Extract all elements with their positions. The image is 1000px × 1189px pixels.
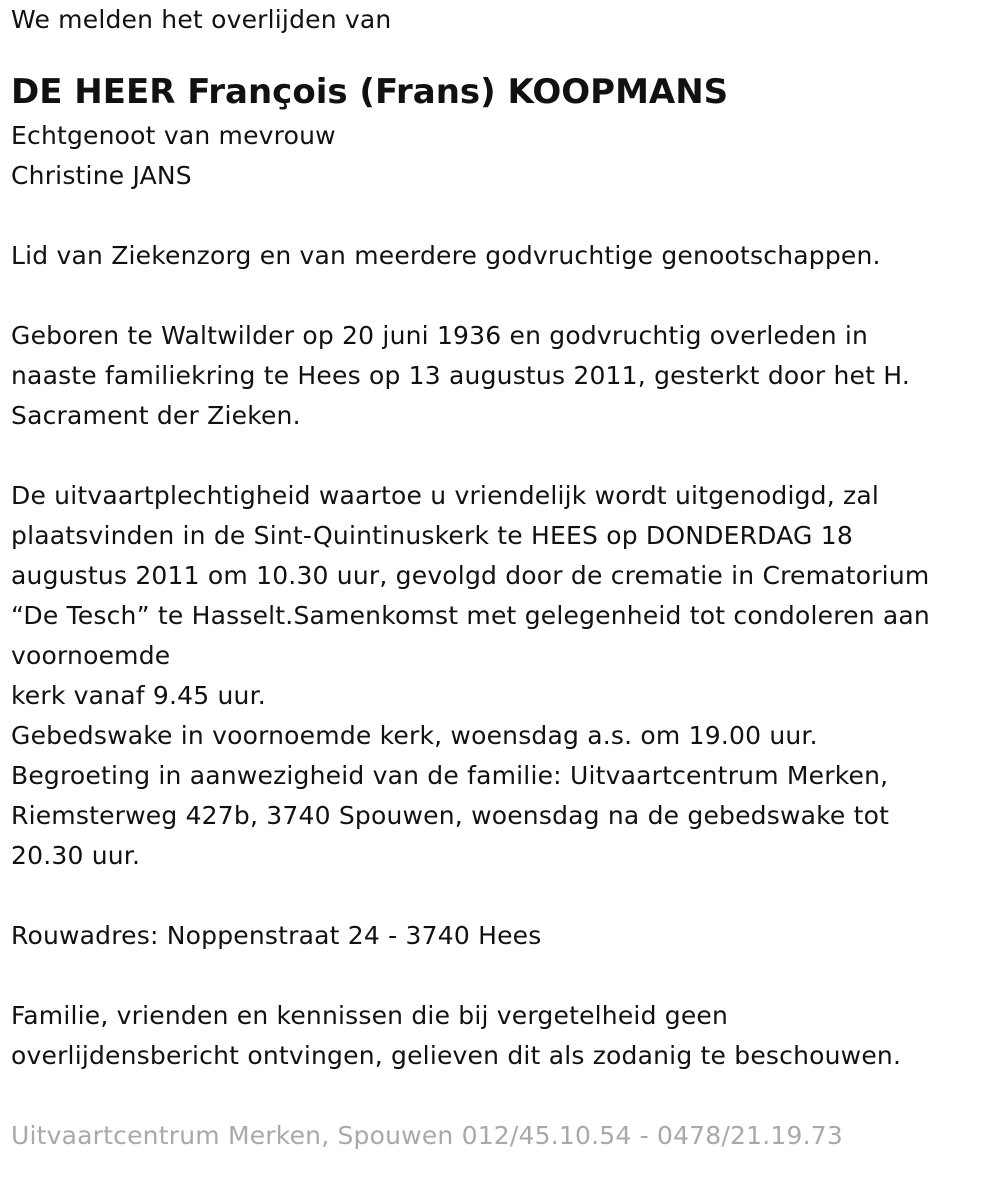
- paragraph-line: kerk vanaf 9.45 uur.: [11, 681, 266, 710]
- paragraph-line: De uitvaartplechtigheid waartoe u vriendelijk wordt uitgenodigd, zal: [11, 481, 880, 510]
- paragraph-line: Begroeting in aanwezigheid van de familie: Uitvaartcentrum Merken,: [11, 761, 889, 790]
- spouse-line-1: Echtgenoot van mevrouw: [11, 121, 336, 150]
- notice-paragraph: [11, 996, 991, 1076]
- spouse-line-2: Christine JANS: [11, 161, 192, 190]
- paragraph-line: overlijdensbericht ontvingen, gelieven dit als zodanig te beschouwen.: [11, 1041, 902, 1070]
- paragraph-line: augustus 2011 om 10.30 uur, gevolgd door de crematie in Crematorium: [11, 561, 930, 590]
- obituary-document: [11, 0, 991, 1156]
- spacer: [11, 876, 991, 916]
- paragraph-line: Familie, vrienden en kennissen die bij vergetelheid geen: [11, 1001, 729, 1030]
- membership-text: Lid van Ziekenzorg en van meerdere godvruchtige genootschappen.: [11, 241, 881, 270]
- spacer: [11, 276, 991, 316]
- paragraph-line: plaatsvinden in de Sint-Quintinuskerk te HEES op DONDERDAG 18: [11, 521, 853, 550]
- paragraph-line: “De Tesch” te Hasselt.Samenkomst met gelegenheid tot condoleren aan: [11, 601, 930, 630]
- spacer: [11, 40, 991, 68]
- paragraph-line: Geboren te Waltwilder op 20 juni 1936 en godvruchtig overleden in: [11, 321, 869, 350]
- paragraph-line: Riemsterweg 427b, 3740 Spouwen, woensdag na de gebedswake tot: [11, 801, 890, 830]
- paragraph-line: voornoemde: [11, 641, 171, 670]
- spacer: [11, 196, 991, 236]
- birth-death-paragraph: [11, 316, 991, 436]
- intro-text: We melden het overlijden van: [11, 5, 392, 34]
- paragraph-line: 20.30 uur.: [11, 841, 141, 870]
- paragraph-line: Sacrament der Zieken.: [11, 401, 301, 430]
- funeral-paragraph: [11, 476, 991, 876]
- paragraph-line: Gebedswake in voornoemde kerk, woensdag a.s. om 19.00 uur.: [11, 721, 818, 750]
- spacer: [11, 1076, 991, 1116]
- mourning-address: Rouwadres: Noppenstraat 24 - 3740 Hees: [11, 921, 542, 950]
- funeral-home-footer: Uitvaartcentrum Merken, Spouwen 012/45.10.54 - 0478/21.19.73: [11, 1121, 843, 1150]
- deceased-name-title: DE HEER François (Frans) KOOPMANS: [11, 72, 729, 112]
- paragraph-line: naaste familiekring te Hees op 13 augustus 2011, gesterkt door het H.: [11, 361, 910, 390]
- spacer: [11, 436, 991, 476]
- spacer: [11, 956, 991, 996]
